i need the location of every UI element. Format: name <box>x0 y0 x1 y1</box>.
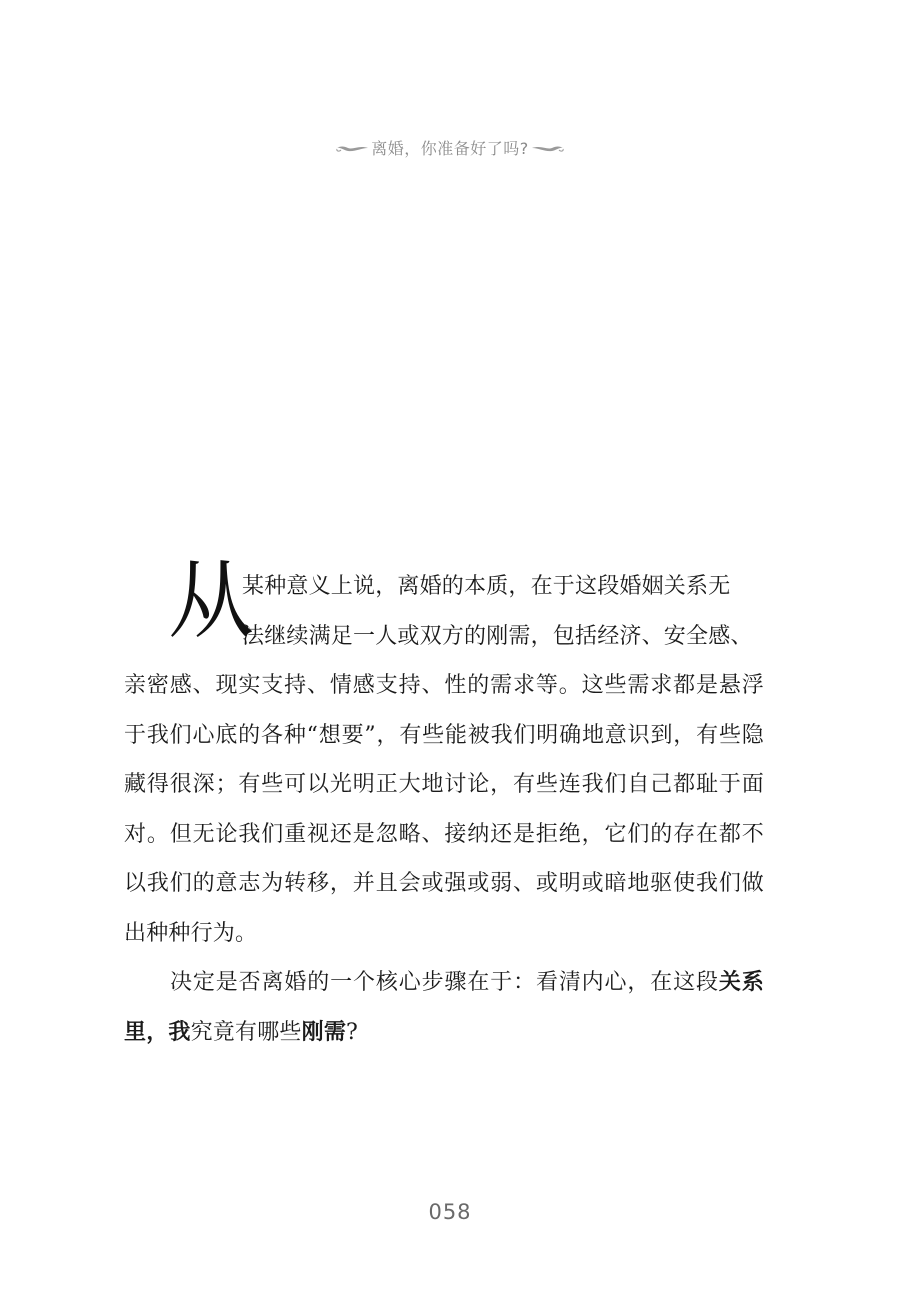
drop-cap: 从 <box>168 551 254 651</box>
paragraph-2-text-b: 究竟有哪些 <box>190 1019 302 1045</box>
page-number: 058 <box>428 1200 472 1224</box>
running-header-title: 离婚，你准备好了吗? <box>371 138 529 158</box>
paragraph-2-text-a: 决定是否离婚的一个核心步骤在于：看清内心，在这段 <box>170 970 719 995</box>
paragraph-2 <box>124 958 764 1057</box>
paragraph-2-end: ? <box>346 1019 359 1045</box>
paragraph-2-bold-1: 关系里，我 <box>124 970 764 1045</box>
right-flourish-ornament <box>531 139 565 155</box>
left-flourish-ornament <box>335 139 369 155</box>
paragraph-1-line-2: 法继续满足一人或双方的刚需，包括经济、安全感、 <box>242 623 753 649</box>
paragraph-1-rest: 亲密感、现实支持、情感支持、性的需求等。这些需求都是悬浮于我们心底的各种“想要”，有些能被我们明确地意识到，有些隐藏得很深；有些可以光明正大地讨论，有些连我们自己都耻于面对。但无论我们重视还是忽略、接纳还是拒绝，它们的存在都不以我们的意志为转移，并且会或强或弱、或明或暗地驱使我们做出种种行为。 <box>124 673 764 946</box>
body-text <box>124 551 764 1057</box>
paragraph-1-line-1: 某种意义上说，离婚的本质，在于这段婚姻关系无 <box>242 574 731 599</box>
running-header <box>0 133 900 161</box>
paragraph-2-bold-2: 刚需 <box>301 1019 347 1045</box>
